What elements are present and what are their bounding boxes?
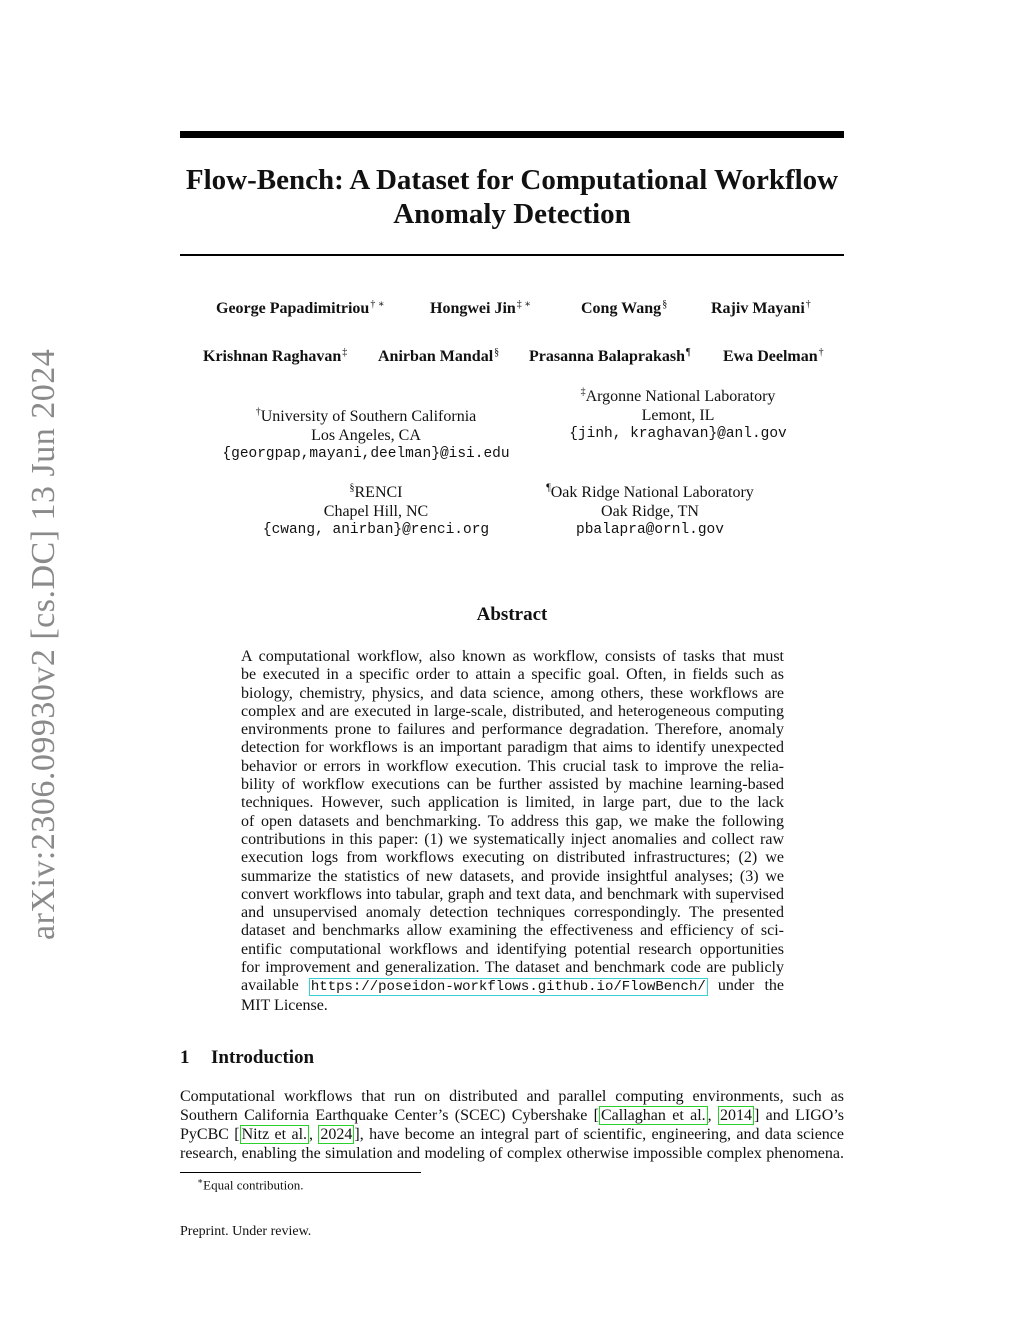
affiliation-email: pbalapra@ornl.gov <box>576 522 724 538</box>
author-prasanna-balaprakash <box>529 348 691 366</box>
abstract-link-line <box>241 977 784 996</box>
author-anirban-mandal <box>378 348 499 366</box>
affiliation-mark: § <box>349 482 355 494</box>
abstract-line: environments prone to failures and performance degradation. Therefore, anomaly <box>241 721 784 739</box>
affiliation-name: University of Southern California <box>260 408 477 425</box>
author-ewa-deelman <box>723 348 824 366</box>
author-krishnan-raghavan <box>203 348 347 366</box>
citation-nitz-year[interactable]: 2024 <box>320 1126 353 1143</box>
abstract-body <box>241 648 784 1015</box>
section-number: 1 <box>180 1047 190 1068</box>
author-marks: † <box>805 298 811 310</box>
abstract-line: techniques. However, such application is limited, in large part, due to the lack <box>241 794 784 812</box>
author-marks: † <box>818 346 824 358</box>
section-title: Introduction <box>211 1047 315 1068</box>
section-heading-introduction <box>180 1047 314 1069</box>
affiliation-city: Lemont, IL <box>641 407 715 424</box>
abstract-line: of open datasets and benchmarking. To address this gap, we make the following <box>241 812 784 830</box>
abstract-text: under the <box>717 977 785 995</box>
intro-line <box>180 1125 844 1144</box>
citation-nitz-author[interactable]: Nitz et al. <box>241 1126 308 1143</box>
author-marks: § <box>494 346 500 358</box>
intro-line: research, enabling the simulation and modeling of complex otherwise impossible complex phenomena. <box>180 1145 844 1162</box>
intro-text: ], have become an integral part of scientific, engineering, and data science <box>354 1126 845 1143</box>
author-marks: § <box>662 298 668 310</box>
author-rajiv-mayani <box>711 300 811 318</box>
flowbench-url-link[interactable]: https://poseidon-workflows.github.io/FlowBench/ <box>310 979 706 996</box>
abstract-line: and unsupervised anomaly detection techniques correspondingly. The presented <box>241 904 784 922</box>
abstract-line: A computational workflow, also known as workflow, consists of tasks that must <box>241 648 784 665</box>
affiliation-name: RENCI <box>354 484 403 501</box>
author-marks: † ∗ <box>370 298 385 310</box>
affiliation-mark: ‡ <box>580 386 586 398</box>
author-george-papadimitriou <box>216 300 385 318</box>
intro-line: Computational workflows that run on distributed and parallel computing environments, such as <box>180 1088 844 1105</box>
affiliation-city: Chapel Hill, NC <box>323 503 429 520</box>
affiliation-email: {jinh, kraghavan}@anl.gov <box>569 426 787 442</box>
abstract-line: complex and are executed in large-scale, distributed, and heterogeneous computing <box>241 702 784 720</box>
intro-text: , <box>309 1126 319 1143</box>
arxiv-stamp: arXiv:2306.09930v2 [cs.DC] 13 Jun 2024 <box>25 348 62 940</box>
affiliation-name: Oak Ridge National Laboratory <box>550 484 754 501</box>
abstract-line: contributions in this paper: (1) we systematically inject anomalies and collect raw <box>241 830 784 848</box>
citation-callaghan-year[interactable]: 2014 <box>720 1107 752 1124</box>
author-marks: ¶ <box>686 346 691 358</box>
author-marks: ‡ <box>342 346 348 358</box>
affiliation-city: Los Angeles, CA <box>311 427 421 444</box>
author-name: Krishnan Raghavan <box>203 348 342 365</box>
affiliation-email: {cwang, anirban}@renci.org <box>262 522 490 538</box>
affiliation-email: {georgpap,mayani,deelman}@isi.edu <box>222 446 510 462</box>
abstract-line: summarize the statistics of new datasets, and provide insightful analyses; (3) we <box>241 867 784 885</box>
introduction-paragraph <box>180 1087 844 1163</box>
abstract-heading: Abstract <box>476 604 548 625</box>
affiliation-argonne <box>548 387 808 444</box>
author-name: George Papadimitriou <box>216 300 370 317</box>
author-name: Prasanna Balaprakash <box>529 348 686 365</box>
affiliation-name: Argonne National Laboratory <box>585 388 776 405</box>
author-name: Ewa Deelman <box>723 348 818 365</box>
abstract-line: for improvement and generalization. The dataset and benchmark code are publicly <box>241 959 784 977</box>
intro-text: PyCBC [ <box>180 1126 240 1143</box>
paper-title <box>180 163 844 231</box>
author-marks: ‡ ∗ <box>516 298 532 310</box>
title-bottom-rule <box>180 254 844 256</box>
intro-text: , <box>707 1107 718 1124</box>
affiliation-ornl <box>530 483 770 540</box>
title-line-1: Flow-Bench: A Dataset for Computational Workflow <box>185 164 839 196</box>
affiliation-renci <box>250 483 502 540</box>
citation-callaghan-author[interactable]: Callaghan et al. <box>601 1107 706 1124</box>
abstract-text: available <box>241 977 299 995</box>
footnote-rule <box>180 1172 421 1173</box>
intro-line <box>180 1106 844 1125</box>
abstract-line: dataset and benchmarks allow examining the effectiveness and efficiency of sci- <box>241 922 784 940</box>
footnote-text: Equal contribution. <box>203 1177 304 1193</box>
footnote <box>197 1176 304 1193</box>
abstract-line: bility of workflow executions can be further assisted by machine learning-based <box>241 776 784 794</box>
title-line-2: Anomaly Detection <box>393 198 631 230</box>
author-name: Anirban Mandal <box>378 348 494 365</box>
preprint-note: Preprint. Under review. <box>180 1224 312 1239</box>
author-name: Hongwei Jin <box>430 300 516 317</box>
title-top-rule <box>180 131 844 138</box>
abstract-line: entific computational workflows and identifying potential research opportunities <box>241 940 784 958</box>
abstract-line: detection for workflows is an important paradigm that aims to identify unexpected <box>241 739 784 757</box>
abstract-line: behavior or errors in workflow execution. This crucial task to improve the relia- <box>241 757 784 775</box>
abstract-line: convert workflows into tabular, graph and text data, and benchmark with supervised <box>241 885 784 903</box>
author-name: Cong Wang <box>581 300 662 317</box>
author-cong-wang <box>581 300 667 318</box>
affiliation-mark: ¶ <box>546 482 551 494</box>
affiliation-city: Oak Ridge, TN <box>601 503 699 520</box>
abstract-line: be executed in a specific order to attain a specific goal. Often, in fields such as <box>241 666 784 684</box>
author-name: Rajiv Mayani <box>711 300 805 317</box>
intro-text: ] and LIGO’s <box>754 1107 844 1124</box>
abstract-line: execution logs from workflows executing on distributed infrastructures; (2) we <box>241 849 784 867</box>
author-hongwei-jin <box>430 300 531 318</box>
footnote-mark: ∗ <box>197 1176 204 1186</box>
affiliation-usc <box>218 407 514 464</box>
intro-text: Southern California Earthquake Center’s (SCEC) Cybershake [ <box>180 1107 599 1124</box>
abstract-line: biology, chemistry, physics, and data science, among others, these workflows are <box>241 684 784 702</box>
affiliation-mark: † <box>255 406 261 418</box>
abstract-line: MIT License. <box>241 996 328 1014</box>
